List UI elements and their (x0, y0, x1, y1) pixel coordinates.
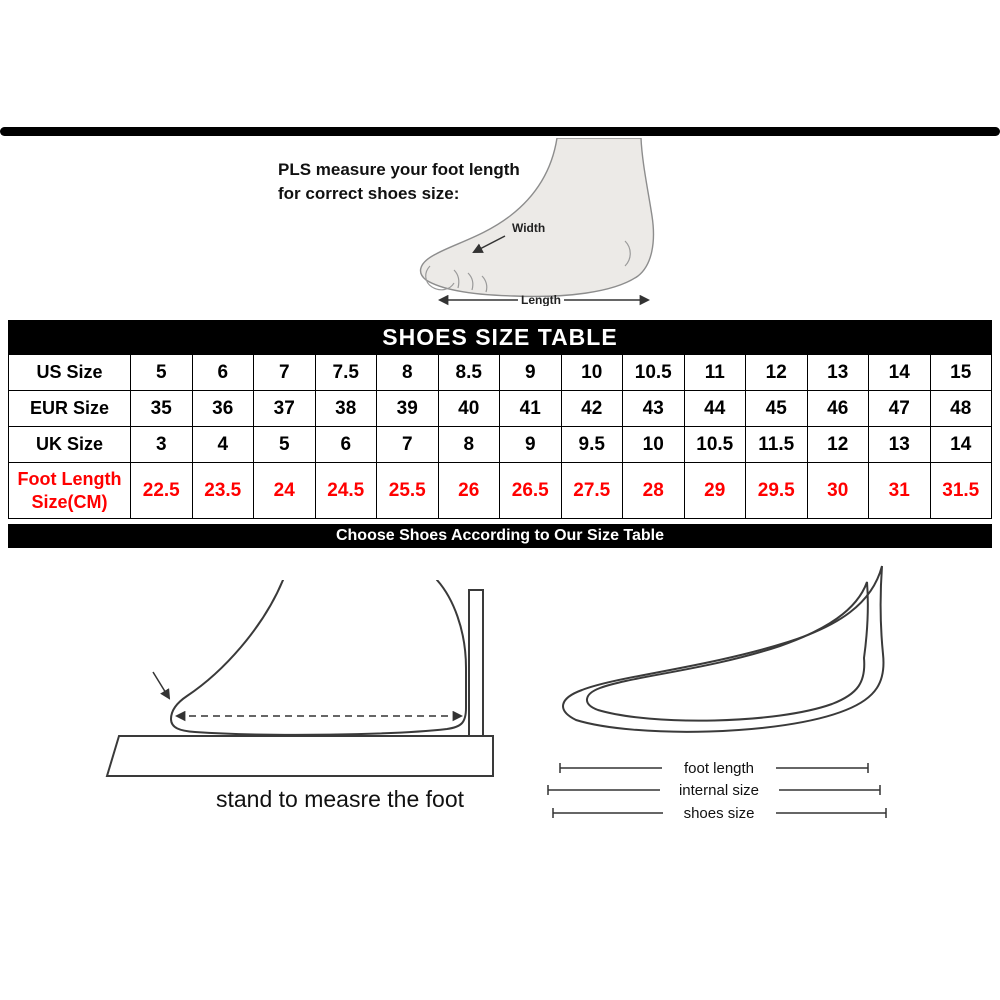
stand-measure-diagram (95, 580, 525, 785)
foot-illustration (412, 138, 667, 306)
size-cell: 8.5 (438, 355, 500, 391)
size-cell: 11.5 (746, 427, 808, 463)
size-cell: 37 (254, 391, 316, 427)
instruction-line-1: PLS measure your foot length (278, 160, 520, 179)
row-label-us: US Size (9, 355, 131, 391)
size-cell: 5 (254, 427, 316, 463)
size-cell: 38 (315, 391, 377, 427)
table-row-eur (9, 391, 992, 427)
size-cell: 35 (131, 391, 193, 427)
size-cell: 5 (131, 355, 193, 391)
shoes-size-label: shoes size (683, 805, 755, 822)
size-cell: 46 (807, 391, 869, 427)
shoe-outer-outline (563, 566, 883, 732)
size-cell: 39 (377, 391, 439, 427)
size-cell: 48 (930, 391, 992, 427)
row-label-uk: UK Size (9, 427, 131, 463)
base-platform (107, 736, 493, 776)
size-cell: 24.5 (315, 463, 377, 519)
row-label-eur: EUR Size (9, 391, 131, 427)
size-cell: 10 (623, 427, 685, 463)
size-cell: 8 (438, 427, 500, 463)
size-cell: 9 (500, 427, 562, 463)
shoe-size-diagram (530, 556, 910, 836)
size-cell: 47 (869, 391, 931, 427)
shoe-inner-outline (587, 582, 868, 721)
foot-length-label: foot length (683, 760, 755, 777)
size-cell: 15 (930, 355, 992, 391)
size-cell: 45 (746, 391, 808, 427)
table-row-foot-length (9, 463, 992, 519)
size-cell: 7 (254, 355, 316, 391)
size-table-block (8, 320, 992, 548)
size-cell: 31.5 (930, 463, 992, 519)
size-cell: 9.5 (561, 427, 623, 463)
size-cell: 10 (561, 355, 623, 391)
size-cell: 25.5 (377, 463, 439, 519)
size-cell: 30 (807, 463, 869, 519)
size-cell: 23.5 (192, 463, 254, 519)
size-cell: 13 (807, 355, 869, 391)
foot-profile-outline (171, 580, 466, 735)
size-cell: 31 (869, 463, 931, 519)
size-cell: 8 (377, 355, 439, 391)
size-cell: 41 (500, 391, 562, 427)
internal-size-label: internal size (678, 782, 760, 799)
size-cell: 40 (438, 391, 500, 427)
top-divider-bar (0, 127, 1000, 136)
size-cell: 10.5 (623, 355, 685, 391)
size-cell: 44 (684, 391, 746, 427)
table-row-us (9, 355, 992, 391)
size-cell: 6 (315, 427, 377, 463)
size-cell: 43 (623, 391, 685, 427)
size-cell: 11 (684, 355, 746, 391)
size-cell: 7.5 (315, 355, 377, 391)
size-cell: 13 (869, 427, 931, 463)
toe-pointer-arrow-icon (153, 672, 169, 698)
size-cell: 14 (869, 355, 931, 391)
size-cell: 9 (500, 355, 562, 391)
size-cell: 26.5 (500, 463, 562, 519)
size-table-title: SHOES SIZE TABLE (8, 320, 992, 354)
choose-size-banner: Choose Shoes According to Our Size Table (8, 524, 992, 548)
size-cell: 10.5 (684, 427, 746, 463)
size-cell: 6 (192, 355, 254, 391)
size-cell: 3 (131, 427, 193, 463)
size-cell: 12 (807, 427, 869, 463)
size-cell: 7 (377, 427, 439, 463)
row-label-foot-length: Foot Length Size(CM) (9, 463, 131, 519)
size-cell: 29 (684, 463, 746, 519)
stand-measure-caption: stand to measre the foot (215, 786, 465, 812)
size-cell: 29.5 (746, 463, 808, 519)
size-table (8, 354, 992, 519)
size-cell: 36 (192, 391, 254, 427)
instruction-line-2: for correct shoes size: (278, 183, 460, 203)
table-row-uk (9, 427, 992, 463)
size-cell: 24 (254, 463, 316, 519)
size-cell: 42 (561, 391, 623, 427)
size-cell: 27.5 (561, 463, 623, 519)
vertical-wall (469, 590, 483, 736)
size-cell: 22.5 (131, 463, 193, 519)
length-label: Length (521, 293, 561, 306)
width-label: Width (512, 221, 546, 235)
size-cell: 28 (623, 463, 685, 519)
size-cell: 26 (438, 463, 500, 519)
size-cell: 4 (192, 427, 254, 463)
size-cell: 12 (746, 355, 808, 391)
size-cell: 14 (930, 427, 992, 463)
